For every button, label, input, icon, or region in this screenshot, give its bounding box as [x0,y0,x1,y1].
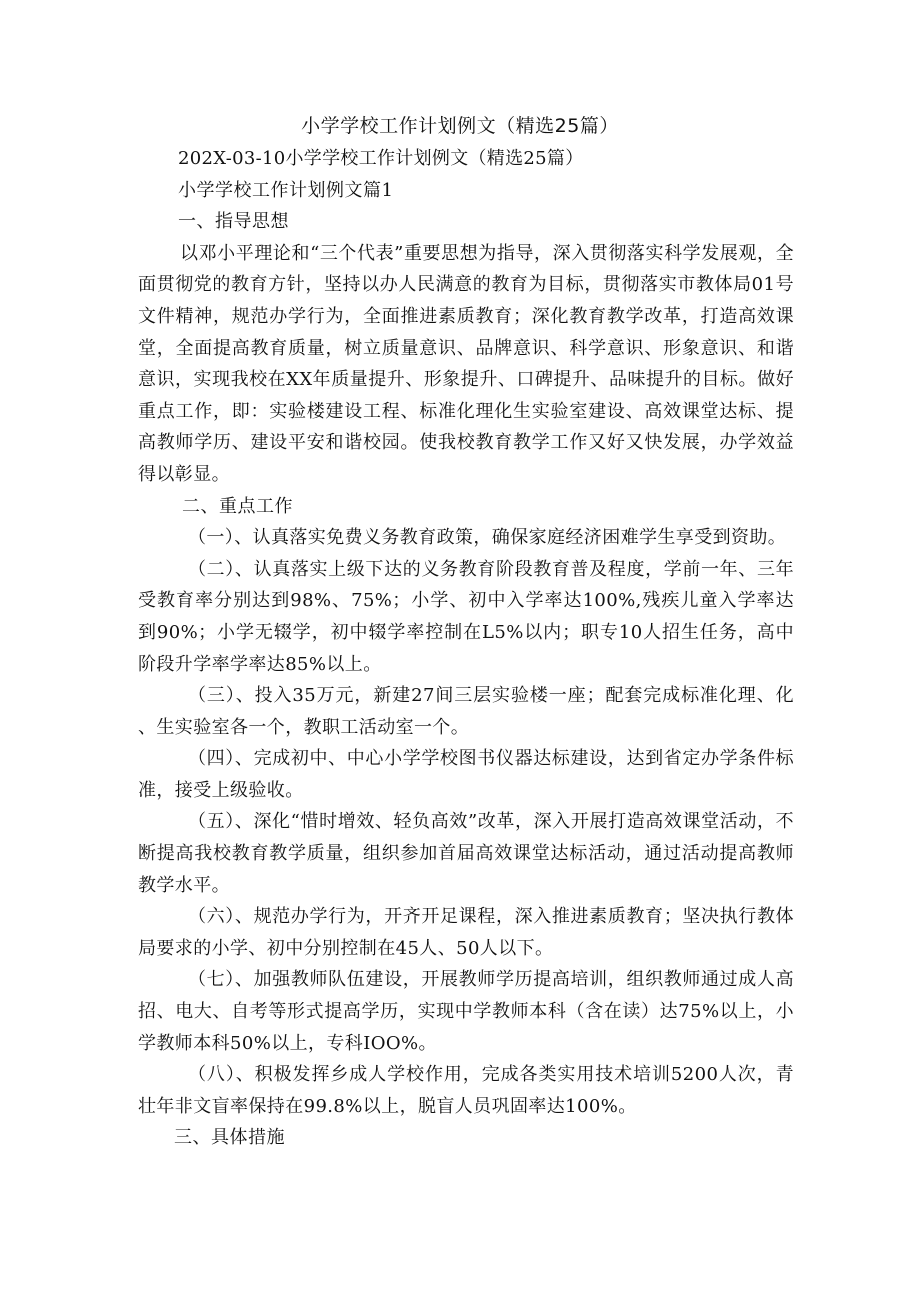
article-heading: 小学学校工作计划例文篇1 [178,179,394,201]
guiding-ideology-paragraph: 以邓小平理论和“三个代表”重要思想为指导，深入贯彻落实科学发展观，全面贯彻党的教育方针，坚持以办人民满意的教育为目标，贯彻落实市教体局01号文件精神，规范办学行为，全面推进素质教育；深化教育教学改革，打造高效课堂，全面提高教育质量，树立质量意识、品牌意识、科学意识、形象意识、和谐意识，实现我校在XX年质量提升、形象提升、口碑提升、品味提升的目标。做好重点工作，即：实验楼建设工程、标准化理化生实验室建设、高效课堂达标、提高教师学历、建设平安和谐校园。使我校教育教学工作又好又快发展，办学效益得以彰显。 [138,242,794,485]
section-heading-guiding-ideology: 一、指导思想 [178,211,289,233]
key-work-item-5: （五）、深化“惜时增效、轻负高效”改革，深入开展打造高效课堂活动，不断提高我校教育教学质量，组织参加首届高效课堂达标活动，通过活动提高教师教学水平。 [138,811,794,896]
section-heading-key-work: 二、重点工作 [182,495,293,517]
document-body [138,143,794,1154]
key-work-item-8: （八）、积极发挥乡成人学校作用，完成各类实用技术培训5200人次，青壮年非文盲率保持在99.8%以上，脱盲人员巩固率达100%。 [138,1064,794,1117]
key-work-item-3: （三）、投入35万元，新建27间三层实验楼一座；配套完成标准化理、化、生实验室各一个，教职工活动室一个。 [138,685,794,738]
document-title: 小学学校工作计划例文（精选25篇） [301,115,619,137]
key-work-item-6: （六）、规范办学行为，开齐开足课程，深入推进素质教育；坚决执行教体局要求的小学、初中分别控制在45人、50人以下。 [138,906,794,959]
date-title-line: 202X-03-10小学学校工作计划例文（精选25篇） [178,148,584,169]
section-heading-specific-measures: 三、具体措施 [174,1127,285,1149]
key-work-item-2: （二）、认真落实上级下达的义务教育阶段教育普及程度，学前一年、三年受教育率分别达到98%、75%；小学、初中入学率达100%,残疾儿童入学率达到90%；小学无辍学，初中辍学率控制在L5%以内；职专10人招生任务，高中阶段升学率学率达85%以上。 [138,558,794,675]
key-work-item-4: （四）、完成初中、中心小学学校图书仪器达标建设，达到省定办学条件标准，接受上级验收。 [138,748,794,801]
key-work-item-1: （一）、认真落实免费义务教育政策，确保家庭经济困难学生享受到资助。 [188,527,787,549]
key-work-item-7: （七）、加强教师队伍建设，开展教师学历提高培训，组织教师通过成人高招、电大、自考等形式提高学历，实现中学教师本科（含在读）达75%以上，小学教师本科50%以上，专科IOO%。 [138,969,794,1054]
